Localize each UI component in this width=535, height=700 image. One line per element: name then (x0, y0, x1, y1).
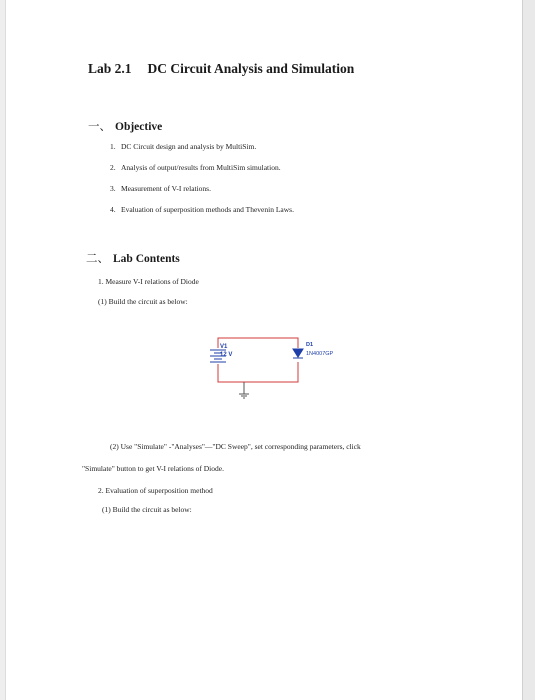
circuit-wires (218, 338, 298, 382)
objective-item-index: 2. (110, 163, 116, 172)
lab-title: DC Circuit Analysis and Simulation (147, 61, 355, 76)
objective-item-text: Measurement of V-I relations. (121, 184, 211, 193)
ground-icon (239, 382, 249, 398)
lab-number: Lab 2.1 (88, 61, 132, 76)
lab-contents-heading (86, 250, 180, 266)
objective-item-3 (110, 184, 211, 193)
objective-item-index: 3. (110, 184, 116, 193)
objective-item-text: Analysis of output/results from MultiSim simulation. (121, 163, 281, 172)
source-value-label: 12 V (220, 352, 233, 358)
objective-heading (88, 118, 162, 134)
objective-heading-text: Objective (115, 121, 163, 133)
diode-name-label: D1 (306, 342, 314, 348)
diode-circuit-diagram (196, 330, 366, 410)
step-2-sub-1-text: (1) Build the circuit as below: (102, 505, 192, 514)
objective-numeral: 一、 (88, 121, 111, 133)
diode-icon (293, 349, 303, 358)
objective-item-4 (110, 205, 294, 214)
step-1-sub-2-line-1: (2) Use "Simulate" -"Analyses"—"DC Sweep", set corresponding parameters, click (110, 442, 361, 451)
objective-item-2 (110, 163, 281, 172)
lab-contents-heading-text: Lab Contents (113, 253, 180, 265)
objective-item-index: 1. (110, 142, 116, 151)
step-1-text: 1. Measure V-I relations of Diode (98, 277, 199, 286)
objective-item-index: 4. (110, 205, 116, 214)
page-title (88, 61, 354, 77)
objective-item-1 (110, 142, 256, 151)
step-2-text: 2. Evaluation of superposition method (98, 486, 213, 495)
document-page (6, 0, 522, 700)
diode-part-label: 1N4007GP (306, 351, 334, 357)
step-1-sub-2-line-2: "Simulate" button to get V-I relations of Diode. (82, 464, 224, 473)
objective-item-text: Evaluation of superposition methods and Thevenin Laws. (121, 205, 294, 214)
source-name-label: V1 (220, 344, 228, 350)
step-1-sub-1-text: (1) Build the circuit as below: (98, 297, 188, 306)
objective-item-text: DC Circuit design and analysis by MultiSim. (121, 142, 257, 151)
lab-contents-numeral: 二、 (86, 253, 109, 265)
window-right-edge (522, 0, 535, 700)
